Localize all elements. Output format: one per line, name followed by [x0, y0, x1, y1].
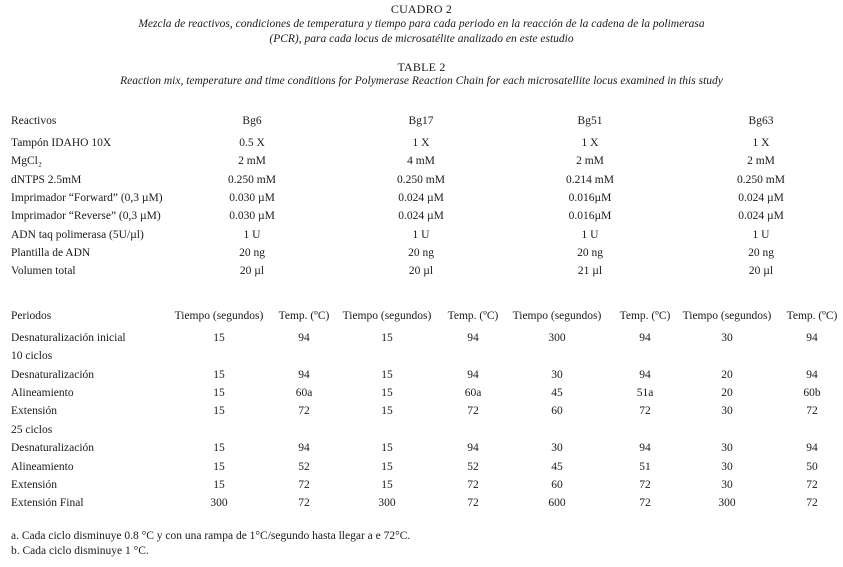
reagent-cell: 0.250 mM: [228, 174, 276, 186]
period-row-label: Extensión: [11, 405, 57, 417]
period-cell: 15: [381, 387, 393, 399]
period-cell: 94: [806, 332, 818, 344]
period-row-label: 10 ciclos: [11, 350, 53, 362]
reagent-cell: 0.024 µM: [398, 192, 444, 204]
cuadro-caption-line1: Mezcla de reactivos, condiciones de temperatura y tiempo para cada periodo en la reacción de la cadena de la polimerasa: [138, 18, 705, 30]
period-cell: 72: [639, 497, 651, 509]
period-cell: 30: [551, 369, 563, 381]
reagent-cell: 1 U: [752, 229, 770, 241]
period-cell: 94: [806, 442, 818, 454]
period-cell: 15: [213, 461, 225, 473]
period-cell: 300: [210, 497, 228, 509]
periods-header-time: Tiempo (segundos): [512, 310, 602, 322]
period-cell: 60a: [464, 387, 482, 399]
period-cell: 50: [806, 461, 818, 473]
reagent-row-label: dNTPS 2.5mM: [11, 174, 82, 186]
reagent-row-label: Plantilla de ADN: [11, 247, 91, 259]
period-cell: 94: [298, 442, 310, 454]
period-cell: 72: [639, 405, 651, 417]
period-cell: 15: [213, 479, 225, 491]
period-cell: 15: [213, 369, 225, 381]
period-row-label: Extensión Final: [11, 497, 84, 509]
period-cell: 15: [213, 442, 225, 454]
reagent-cell: 0.030 µM: [229, 210, 275, 222]
reagents-header-locus: Bg6: [242, 115, 262, 127]
period-row-label: Alineamiento: [11, 387, 74, 399]
reagent-cell: 2 mM: [747, 155, 775, 167]
reagent-row-label: ADN taq polimerasa (5U/µl): [11, 229, 144, 241]
period-cell: 20: [721, 387, 733, 399]
period-cell: 72: [467, 479, 479, 491]
period-cell: 15: [381, 369, 393, 381]
reagent-cell: 0.250 mM: [737, 174, 785, 186]
period-cell: 30: [551, 442, 563, 454]
period-cell: 15: [213, 405, 225, 417]
period-cell: 94: [467, 442, 479, 454]
reagent-cell: 0.016µM: [568, 210, 612, 222]
reagent-cell: 20 µl: [408, 265, 434, 277]
reagents-header-locus: Bg51: [577, 115, 603, 127]
reagent-cell: 1 X: [581, 137, 599, 149]
reagent-cell: 0.250 mM: [397, 174, 445, 186]
period-cell: 94: [639, 369, 651, 381]
period-cell: 15: [213, 387, 225, 399]
period-cell: 15: [381, 461, 393, 473]
period-cell: 300: [548, 332, 566, 344]
periods-header-label: Periodos: [11, 310, 52, 322]
reagent-cell: 20 µl: [239, 265, 265, 277]
footnote-b: b. Cada ciclo disminuye 1 °C.: [11, 545, 149, 557]
reagent-cell: 20 µl: [748, 265, 774, 277]
period-row-label: 25 ciclos: [11, 424, 53, 436]
period-cell: 60: [551, 405, 563, 417]
reagent-row-label: MgCl₂: [11, 155, 42, 167]
period-cell: 72: [639, 479, 651, 491]
period-cell: 72: [806, 497, 818, 509]
periods-header-time: Tiempo (segundos): [682, 310, 772, 322]
period-cell: 15: [381, 405, 393, 417]
period-cell: 52: [467, 461, 479, 473]
reagent-row-label: Imprimador “Reverse” (0,3 µM): [11, 210, 161, 222]
periods-header-temp: Temp. (ºC): [619, 310, 671, 322]
cuadro-caption-line2: (PCR), para cada locus de microsatélite analizado en este estudio: [269, 33, 574, 45]
period-row-label: Desnaturalización inicial: [11, 332, 126, 344]
periods-header-time: Tiempo (segundos): [342, 310, 432, 322]
periods-header-temp: Temp. (ºC): [447, 310, 499, 322]
period-cell: 72: [298, 479, 310, 491]
period-cell: 94: [806, 369, 818, 381]
reagent-cell: 20 ng: [239, 247, 265, 259]
periods-header-temp: Temp. (ºC): [786, 310, 838, 322]
period-cell: 300: [378, 497, 396, 509]
period-cell: 30: [721, 332, 733, 344]
reagent-cell: 20 ng: [577, 247, 603, 259]
period-cell: 94: [467, 332, 479, 344]
period-cell: 30: [721, 442, 733, 454]
period-cell: 94: [298, 332, 310, 344]
period-cell: 300: [718, 497, 736, 509]
period-cell: 72: [298, 405, 310, 417]
reagent-cell: 0.030 µM: [229, 192, 275, 204]
period-cell: 52: [298, 461, 310, 473]
period-cell: 94: [639, 332, 651, 344]
reagent-cell: 0.024 µM: [398, 210, 444, 222]
reagent-row-label: Tampón IDAHO 10X: [11, 137, 112, 149]
period-cell: 45: [551, 387, 563, 399]
reagents-header-locus: Bg63: [748, 115, 774, 127]
reagent-cell: 0.016µM: [568, 192, 612, 204]
reagent-cell: 1 U: [412, 229, 430, 241]
reagent-cell: 1 X: [412, 137, 430, 149]
period-cell: 72: [806, 405, 818, 417]
period-cell: 30: [721, 479, 733, 491]
period-row-label: Extensión: [11, 479, 57, 491]
period-cell: 15: [213, 332, 225, 344]
period-cell: 60a: [295, 387, 313, 399]
reagent-row-label: Imprimador “Forward” (0,3 µM): [11, 192, 163, 204]
period-cell: 30: [721, 461, 733, 473]
period-cell: 60: [551, 479, 563, 491]
periods-header-temp: Temp. (ºC): [278, 310, 330, 322]
reagent-cell: 1 X: [752, 137, 770, 149]
period-cell: 94: [298, 369, 310, 381]
period-cell: 94: [639, 442, 651, 454]
reagent-cell: 0.5 X: [239, 137, 265, 149]
period-cell: 72: [806, 479, 818, 491]
footnote-a: a. Cada ciclo disminuye 0.8 °C y con una rampa de 1°C/segundo hasta llegar a e 72°C.: [11, 530, 411, 542]
period-row-label: Desnaturalización: [11, 369, 95, 381]
period-cell: 60b: [803, 387, 821, 399]
period-cell: 72: [298, 497, 310, 509]
reagent-cell: 20 ng: [748, 247, 774, 259]
reagent-cell: 1 U: [243, 229, 261, 241]
period-cell: 30: [721, 405, 733, 417]
reagent-row-label: Volumen total: [11, 265, 76, 277]
period-cell: 15: [381, 479, 393, 491]
period-row-label: Desnaturalización: [11, 442, 95, 454]
period-row-label: Alineamiento: [11, 461, 74, 473]
table-title-en: TABLE 2: [397, 60, 446, 74]
cuadro-title: CUADRO 2: [390, 2, 453, 16]
reagent-cell: 2 mM: [576, 155, 604, 167]
period-cell: 600: [548, 497, 566, 509]
reagent-cell: 21 µl: [577, 265, 603, 277]
period-cell: 72: [467, 497, 479, 509]
reagents-header-locus: Bg17: [408, 115, 434, 127]
period-cell: 72: [467, 405, 479, 417]
periods-header-time: Tiempo (segundos): [174, 310, 264, 322]
table-caption-en: Reaction mix, temperature and time conditions for Polymerase Reaction Chain for each microsatellite locus examined in this study: [120, 75, 723, 87]
period-cell: 45: [551, 461, 563, 473]
period-cell: 15: [381, 332, 393, 344]
reagents-header-label: Reactivos: [11, 115, 57, 127]
period-cell: 51: [639, 461, 651, 473]
reagent-cell: 0.024 µM: [738, 192, 784, 204]
period-cell: 15: [381, 442, 393, 454]
period-cell: 20: [721, 369, 733, 381]
reagent-cell: 2 mM: [238, 155, 266, 167]
period-cell: 51a: [636, 387, 654, 399]
period-cell: 94: [467, 369, 479, 381]
reagent-cell: 20 ng: [408, 247, 434, 259]
reagent-cell: 0.214 mM: [566, 174, 614, 186]
reagent-cell: 4 mM: [407, 155, 435, 167]
reagent-cell: 1 U: [581, 229, 599, 241]
reagent-cell: 0.024 µM: [738, 210, 784, 222]
